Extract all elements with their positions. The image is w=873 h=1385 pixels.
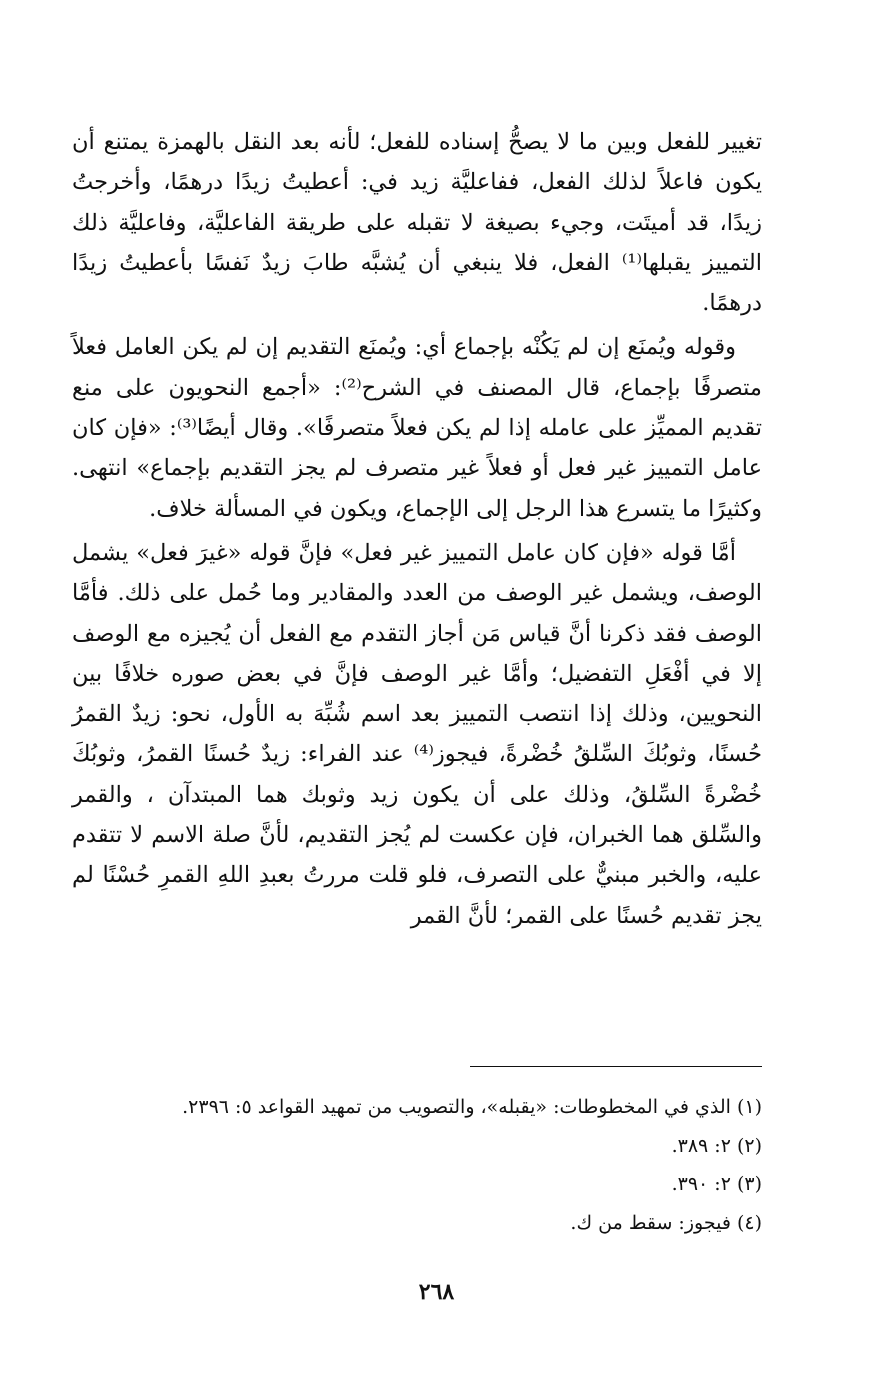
paragraph-wasf: أمَّا قوله «فإن كان عامل التمييز غير فعل» فإنَّ قوله «غيرَ فعل» يشمل الوصف، ويشمل غير الوصف من العدد والمقادير وما حُمل على ذلك. فأمَّا الوصف فقد ذكرنا أنَّ قياس مَن أجاز التقدم مع الفعل أن يُجيزه مع الوصف إلا في أفْعَلِ التفضيل؛ وأمَّا غير الوصف فإنَّ في بعض صوره خلافًا بين النحويين، وذلك إذا انتصب التمييز بعد اسم شُبِّهَ به الأول، نحو: زيدٌ القمرُ حُسنًا، وثوبُكَ السِّلقُ خُضْرةً، فيجوز⁽⁴⁾ عند الفراء: زيدٌ حُسنًا القمرُ، وثوبُكَ خُضْرةً السِّلقُ، وذلك على أن يكون زيد وثوبك هما المبتدآن ، والقمر والسِّلق هما الخبران، فإن عكست لم يُجز التقديم، لأنَّ صلة الاسم لا تتقدم عليه، والخبر مبنيٌّ على التصرف، فلو قلت مررتُ بعبدِ اللهِ القمرِ حُسْنًا لم يجز تقديم حُسنًا على القمر؛ لأنَّ القمر [72,539,762,929]
footnote-2: (٢) ٢: ٣٨٩. [671,1134,762,1157]
footnote-separator [470,1066,762,1067]
page-number: ٢٦٨ [418,1279,455,1305]
footnote-4: (٤) فيجوز: سقط من ك. [570,1211,762,1234]
footnote-3: (٣) ٢: ٣٩٠. [671,1173,762,1195]
footnote-1: (١) الذي في المخطوطات: «يقبله»، والتصويب من تمهيد القواعد ٥: ٢٣٩٦. [182,1096,762,1118]
paragraph-continuation: تغيير للفعل وبين ما لا يصحُّ إسناده للفعل؛ لأنه بعد النقل بالهمزة يمتنع أن يكون فاعلاً لذلك الفعل، ففاعليَّة زيد في: أعطيتُ زيدًا درهمًا، وأخرجتُ زيدًا، قد أميتَت، وجيء بصيغة لا تقبله على طريقة الفاعليَّة، وفاعليَّة ذلك التمييز يقبلها⁽¹⁾ الفعل، فلا ينبغي أن يُشبَّه طابَ زيدٌ نَفسًا بأعطيتُ زيدًا درهمًا. [72,129,762,317]
paragraph-ijma: وقوله ويُمنَع إن لم يَكُنْه بإجماع أي: ويُمنَع التقديم إن لم يكن العامل فعلاً متصرفًا بإجماع، قال المصنف في الشرح⁽²⁾: «أجمع النحويون على منع تقديم المميِّز على عامله إذا لم يكن فعلاً متصرفًا». وقال أيضًا⁽³⁾: «فإن كان عامل التمييز غير فعل أو فعلاً غير متصرف لم يجز التقديم بإجماع» انتهى. وكثيرًا ما يتسرع هذا الرجل إلى الإجماع، ويكون في المسألة خلاف. [72,334,762,522]
footnotes [72,1088,762,1242]
main-text [72,122,762,936]
